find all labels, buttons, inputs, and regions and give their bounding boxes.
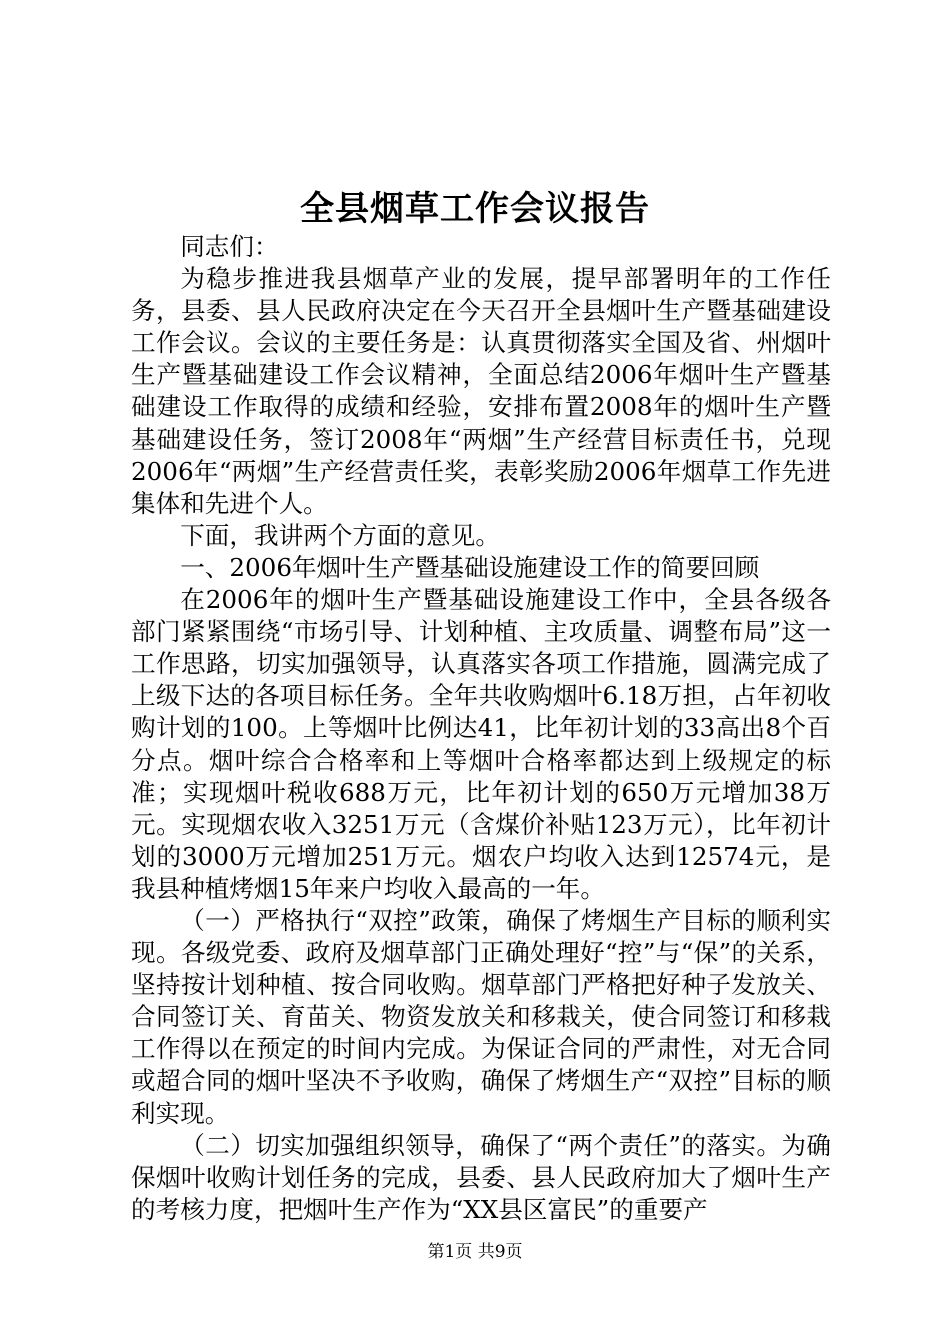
document-body xyxy=(131,231,831,1226)
salutation: 同志们： xyxy=(180,232,279,261)
paragraph-subsection-2: （二）切实加强组织领导，确保了“两个责任”的落实。为确保烟叶收购计划任务的完成，县委、县人民政府加大了烟叶生产的考核力度，把烟叶生产作为“XX县区富民”的重要产 xyxy=(131,1130,831,1224)
paragraph-subsection-1: （一）严格执行“双控”政策，确保了烤烟生产目标的顺利实现。各级党委、政府及烟草部门正确处理好“控”与“保”的关系，坚持按计划种植、按合同收购。烟草部门严格把好种子发放关、合同签订关、育苗关、物资发放关和移栽关，使合同签订和移栽工作得以在预定的时间内完成。为保证合同的严肃性，对无合同或超合同的烟叶坚决不予收购，确保了烤烟生产“双控”目标的顺利实现。 xyxy=(131,905,831,1128)
document-title: 全县烟草工作会议报告 xyxy=(300,189,650,229)
section-heading-1: 一、2006年烟叶生产暨基础设施建设工作的简要回顾 xyxy=(180,552,760,582)
paragraph-review: 在2006年的烟叶生产暨基础设施建设工作中，全县各级各部门紧紧围绕“市场引导、计划种植、主攻质量、调整布局”这一工作思路，切实加强领导，认真落实各项工作措施，圆满完成了上级下达的各项目标任务。全年共收购烟叶6.18万担，占年初收购计划的100。上等烟叶比例达41，比年初计划的33高出8个百分点。烟叶综合合格率和上等烟叶合格率都达到上级规定的标准；实现烟叶税收688万元，比年初计划的650万元增加38万元。实现烟农收入3251万元（含煤价补贴123万元），比年初计划的3000万元增加251万元。烟农户均收入达到12574元，是我县种植烤烟15年来户均收入最高的一年。 xyxy=(131,585,831,903)
paragraph-outline: 下面，我讲两个方面的意见。 xyxy=(180,520,500,550)
paragraph-intro: 为稳步推进我县烟草产业的发展，提早部署明年的工作任务，县委、县人民政府决定在今天召开全县烟叶生产暨基础建设工作会议。会议的主要任务是：认真贯彻落实全国及省、州烟叶生产暨基础建设工作会议精神，全面总结2006年烟叶生产暨基础建设工作取得的成绩和经验，安排布置2008年的烟叶生产暨基础建设任务，签订2008年“两烟”生产经营目标责任书，兑现2006年“两烟”生产经营责任奖，表彰奖励2006年烟草工作先进集体和先进个人。 xyxy=(131,264,831,518)
page-number-footer: 第1页 共9页 xyxy=(427,1242,523,1262)
